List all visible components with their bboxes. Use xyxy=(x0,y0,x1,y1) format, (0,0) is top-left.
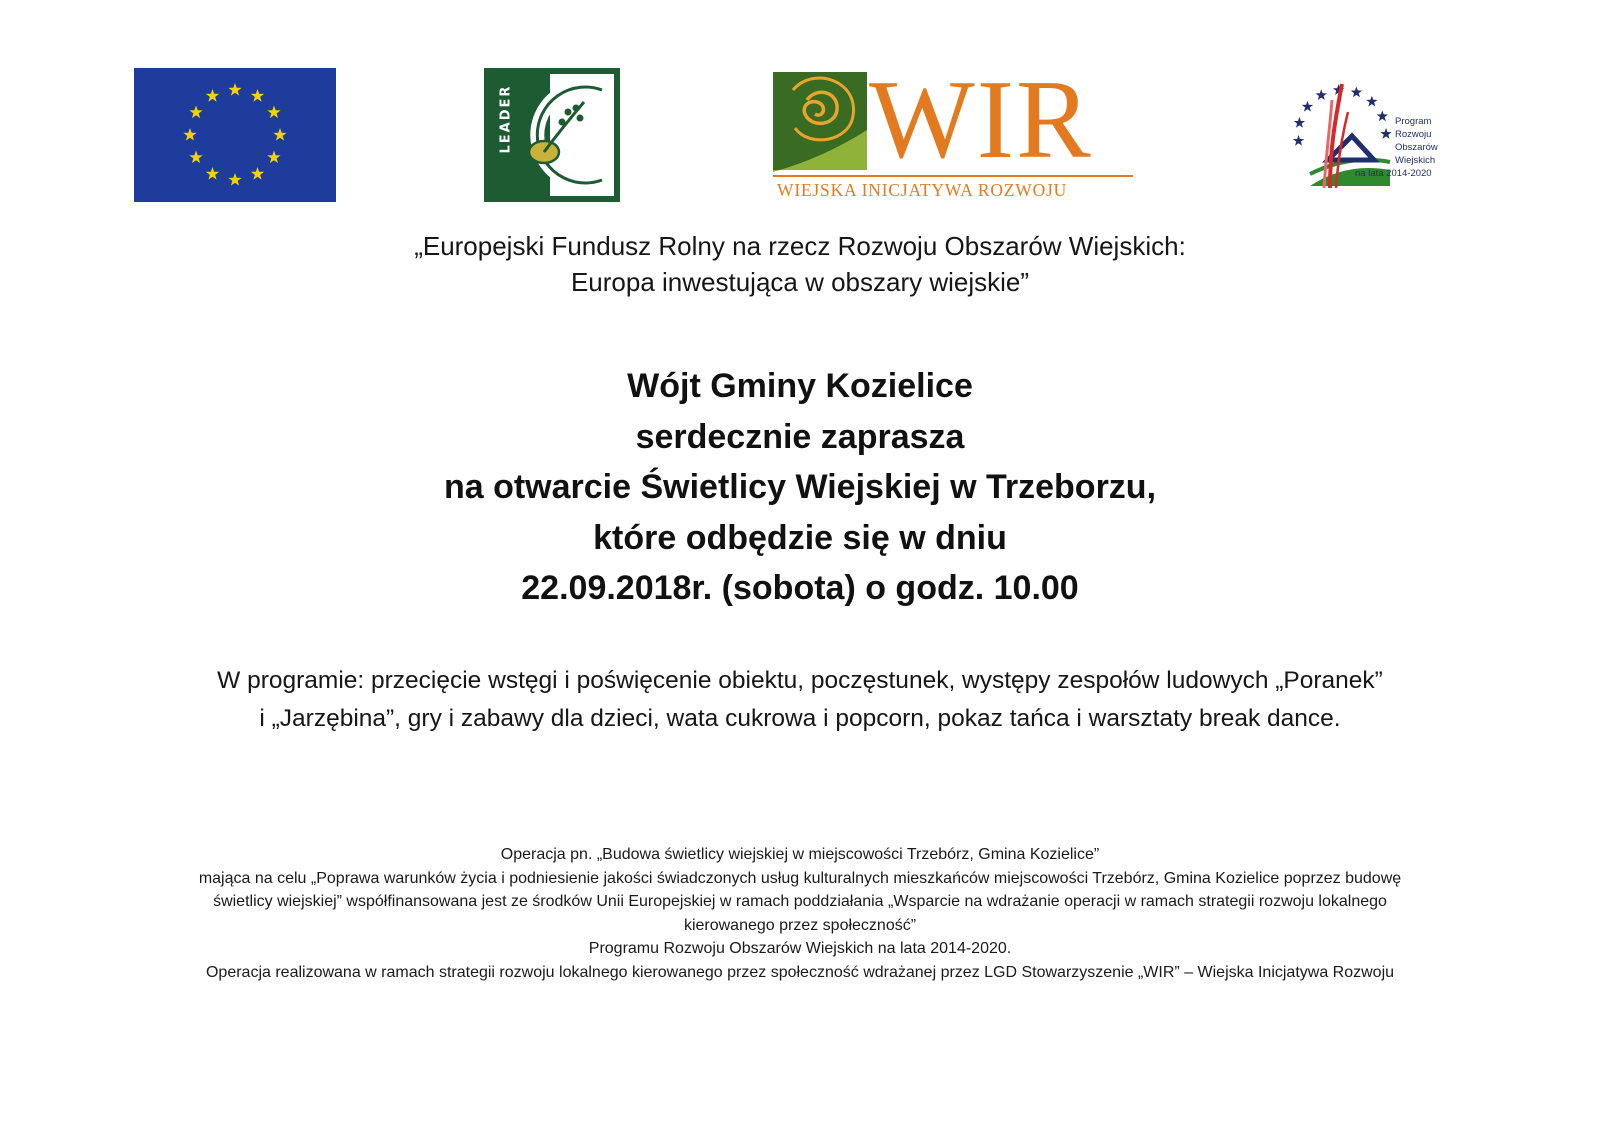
prow-logo-text xyxy=(1355,115,1505,180)
footer-line: Operacja pn. „Budowa świetlicy wiejskiej w miejscowości Trzebórz, Gmina Kozielice” xyxy=(500,846,1100,863)
event-program xyxy=(0,662,1600,738)
prow-star-icon xyxy=(1294,117,1305,128)
motto xyxy=(0,228,1600,300)
prow-line: Program xyxy=(1395,116,1432,127)
footer-line: Operacja realizowana w ramach strategii rozwoju lokalnego kierowanego przez społeczność wdrażanej przez LGD Stowarzyszenie „WIR” – Wiejska Inicjatywa Rozwoju xyxy=(205,963,1395,981)
eu-flag-icon xyxy=(134,68,336,202)
headline-line: Wójt Gminy Kozielice xyxy=(627,367,973,405)
prow-line: Wiejskich xyxy=(1395,155,1436,166)
program-line: W programie: przecięcie wstęgi i poświęcenie obiektu, poczęstunek, występy zespołów ludowych „Poranek” xyxy=(217,667,1383,694)
headline-line: które odbędzie się w dniu xyxy=(593,518,1007,557)
prow-line: Obszarów xyxy=(1395,142,1438,153)
headline-line: serdecznie zaprasza xyxy=(635,417,965,456)
footer-line: mająca na celu „Poprawa warunków życia i podniesienie jakości świadczonych usług kulturalnych mieszkańców miejscowości Trzebórz, Gmina Kozielice poprzez budowę xyxy=(198,869,1402,887)
prow-years: na lata 2014-2020 xyxy=(1355,168,1432,179)
wir-logo-subtitle: WIEJSKA INICJATYWA ROZWOJU xyxy=(777,180,1068,200)
headline-date: 22.09.2018r. (sobota) o godz. 10.00 xyxy=(521,569,1079,607)
leader-logo-text: LEADER xyxy=(498,84,514,154)
prow-star-icon xyxy=(1293,135,1304,146)
headline-line: na otwarcie Świetlicy Wiejskiej w Trzeborzu, xyxy=(443,468,1157,506)
footer-line: kierowanego przez społeczność” xyxy=(683,916,917,934)
prow-star-icon xyxy=(1366,96,1377,107)
funding-footer xyxy=(0,843,1600,984)
prow-star-icon xyxy=(1380,128,1391,139)
prow-line: Rozwoju xyxy=(1395,129,1432,140)
motto-line: „Europejski Fundusz Rolny na rzecz Rozwoju Obszarów Wiejskich: xyxy=(414,231,1186,261)
program-line: i „Jarzębina”, gry i zabawy dla dzieci, wata cukrowa i popcorn, pokaz tańca i warsztaty break dance. xyxy=(259,705,1341,732)
wir-logo-title: WIR xyxy=(869,58,1093,182)
invitation-headline xyxy=(0,361,1600,614)
motto-line: Europa inwestująca w obszary wiejskie” xyxy=(570,267,1030,297)
footer-line: świetlicy wiejskiej” współfinansowana jest ze środków Unii Europejskiej w ramach poddziałania „Wsparcie na wdrażanie operacji w ramach strategii rozwoju lokalnego xyxy=(213,893,1387,910)
prow-star-icon xyxy=(1351,86,1362,97)
wir-logo-icon xyxy=(773,58,1133,204)
leader-logo-icon xyxy=(484,68,620,202)
prow-star-icon xyxy=(1302,101,1313,112)
prow-star-icon xyxy=(1377,110,1388,121)
prow-star-icon xyxy=(1316,89,1327,100)
footer-line: Programu Rozwoju Obszarów Wiejskich na lata 2014-2020. xyxy=(588,940,1012,957)
